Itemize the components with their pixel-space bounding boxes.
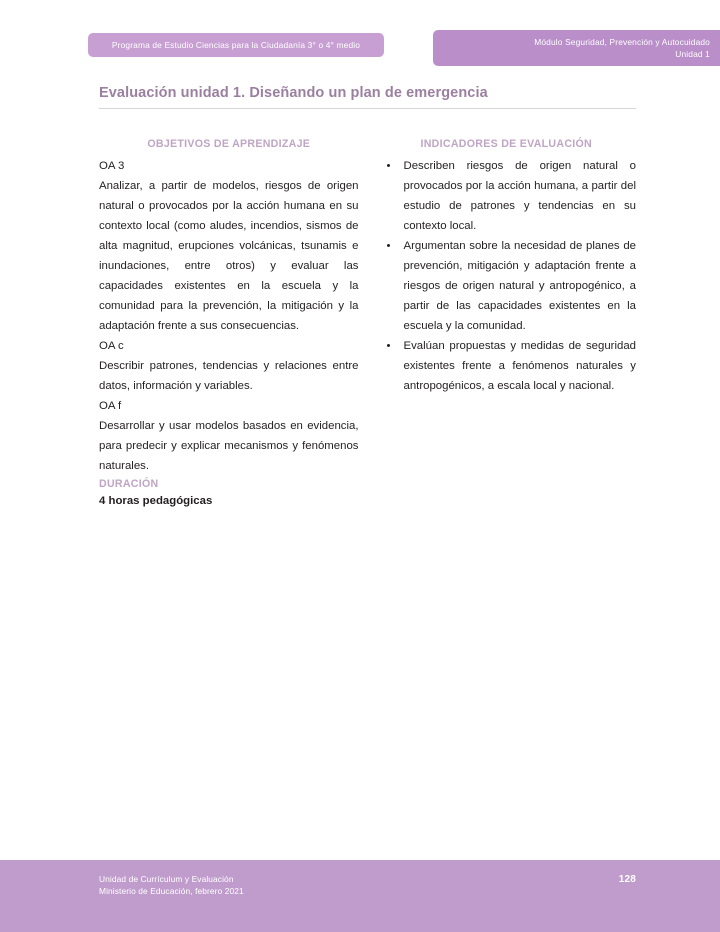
list-item	[377, 156, 637, 236]
footer-line1: Unidad de Currículum y Evaluación	[99, 874, 234, 884]
objective-item	[99, 336, 359, 396]
footer-credits	[99, 874, 244, 897]
indicator-text: Argumentan sobre la necesidad de planes de prevención, mitigación y adaptación frente a riesgos de origen natural y antropogénico, a partir de las capacidades existentes en la escuela y la comunidad.	[403, 240, 636, 332]
program-tab-label: Programa de Estudio Ciencias para la Ciudadanía 3° o 4° medio	[111, 40, 361, 50]
page-header	[0, 30, 720, 72]
program-tab	[88, 33, 384, 57]
bullet-icon: •	[386, 340, 391, 352]
indicators-heading: INDICADORES DE EVALUACIÓN	[420, 138, 593, 150]
bullet-icon: •	[386, 160, 391, 172]
page-footer	[0, 860, 720, 932]
page-number: 128	[618, 874, 636, 885]
bullet-icon: •	[386, 240, 391, 252]
indicators-column	[368, 138, 637, 476]
objective-text: Analizar, a partir de modelos, riesgos de origen natural o provocados por la acción humana en su contexto local (como aludes, incendios, sismos de alta magnitud, erupciones volcánicas, tsunamis e inundaciones, entre otros) y evaluar las capacidades existentes en la escuela y la comunidad para la prevención, la mitigación y la adaptación frente a sus consecuencias.	[99, 180, 359, 332]
module-tab-line1: Módulo Seguridad, Prevención y Autocuidado	[534, 37, 710, 47]
objective-code: OA 3	[99, 160, 125, 172]
objective-text: Describir patrones, tendencias y relaciones entre datos, información y variables.	[99, 360, 359, 392]
objectives-indicators-table	[99, 138, 636, 476]
objective-item	[99, 396, 359, 476]
module-tab	[433, 30, 720, 66]
page-title: Evaluación unidad 1. Diseñando un plan de emergencia	[99, 85, 488, 101]
footer-line2: Ministerio de Educación, febrero 2021	[99, 885, 244, 896]
objective-code: OA c	[99, 340, 124, 352]
indicator-text: Evalúan propuestas y medidas de seguridad existentes frente a fenómenos naturales y antropogénicos, a escala local y nacional.	[403, 340, 636, 392]
objective-item	[99, 156, 359, 336]
objectives-column	[99, 138, 368, 476]
title-divider	[99, 108, 636, 109]
title-block	[99, 84, 636, 109]
footer-content	[99, 874, 636, 897]
objective-text: Desarrollar y usar modelos basados en evidencia, para predecir y explicar mecanismos y fenómenos naturales.	[99, 420, 359, 472]
indicators-list	[377, 156, 637, 396]
list-item	[377, 236, 637, 336]
duration-heading: DURACIÓN	[99, 478, 159, 490]
indicator-text: Describen riesgos de origen natural o provocados por la acción humana, a partir del estudio de patrones y tendencias en su contexto local.	[403, 160, 636, 232]
list-item	[377, 336, 637, 396]
duration-value: 4 horas pedagógicas	[99, 495, 213, 507]
duration-section	[99, 476, 499, 510]
module-tab-line2: Unidad 1	[675, 49, 710, 59]
objective-code: OA f	[99, 400, 122, 412]
objectives-heading: OBJETIVOS DE APRENDIZAJE	[147, 138, 311, 150]
